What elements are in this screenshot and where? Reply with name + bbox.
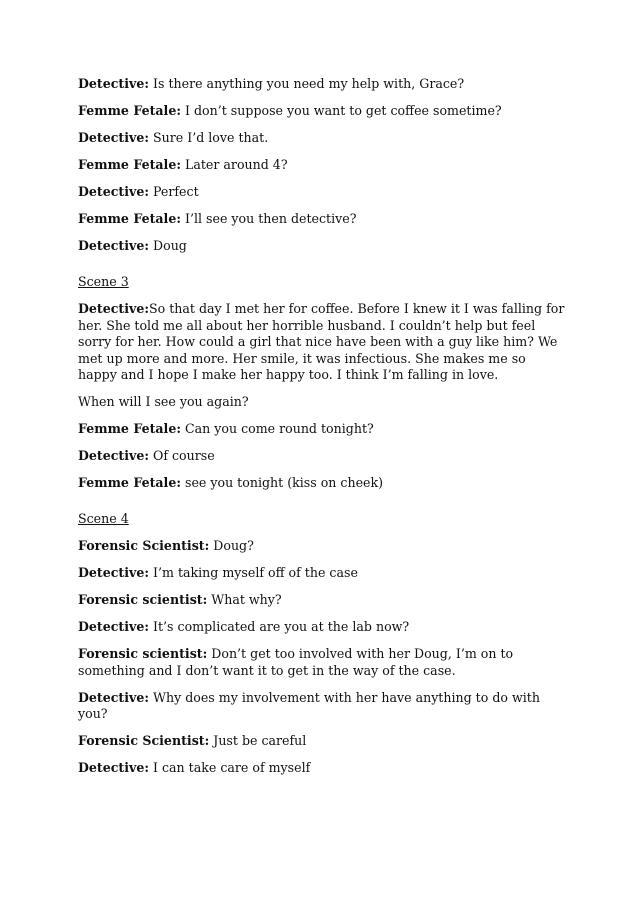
dialogue-line <box>78 565 568 581</box>
speaker-name: Detective: <box>78 619 150 635</box>
dialogue-line <box>78 421 568 437</box>
dialogue-text: I’ll see you then detective? <box>181 211 357 226</box>
dialogue-text: Perfect <box>149 184 199 199</box>
dialogue-line <box>78 733 568 749</box>
speaker-name: Detective: <box>78 130 150 145</box>
document-page <box>78 76 568 787</box>
dialogue-line <box>78 157 568 173</box>
dialogue-text: Later around 4? <box>181 157 288 172</box>
speaker-name: Femme Fetale: <box>78 103 181 118</box>
speaker-name: Forensic scientist: <box>78 646 208 662</box>
dialogue-line <box>78 184 568 200</box>
speaker-name: Forensic Scientist: <box>78 538 210 554</box>
dialogue-text: Doug <box>149 238 187 253</box>
dialogue-line <box>78 448 568 464</box>
speaker-name: Femme Fetale: <box>78 157 181 172</box>
dialogue-text: So that day I met her for coffee. Before I knew it I was falling for her. She told me all about her horrible husband. I couldn’t help but feel sorry for her. How could a girl that nice have been with a guy like him? We met up more and more. Her smile, it was infectious. She makes me so happy and I hope I make her happy too. I think I’m falling in love. <box>78 301 565 383</box>
dialogue-line <box>78 130 568 146</box>
dialogue-text: I don’t suppose you want to get coffee sometime? <box>181 103 502 118</box>
dialogue-text: Sure I’d love that. <box>149 130 269 145</box>
dialogue-text: It’s complicated are you at the lab now? <box>149 619 410 635</box>
dialogue-text: see you tonight (kiss on cheek) <box>181 475 384 491</box>
dialogue-line <box>78 475 568 491</box>
speaker-name: Forensic scientist: <box>78 592 208 608</box>
dialogue-text: Doug? <box>209 538 254 554</box>
dialogue-line <box>78 760 568 776</box>
scene-4-heading: Scene 4 <box>78 511 129 527</box>
speaker-name: Femme Fetale: <box>78 421 181 437</box>
dialogue-line <box>78 619 568 635</box>
dialogue-line <box>78 103 568 119</box>
dialogue-line <box>78 538 568 554</box>
dialogue-line <box>78 211 568 227</box>
speaker-name: Detective: <box>78 301 150 317</box>
monologue <box>78 301 568 383</box>
speaker-name: Detective: <box>78 760 150 776</box>
speaker-name: Detective: <box>78 448 150 464</box>
dialogue-text: What why? <box>207 592 282 608</box>
speaker-name: Forensic Scientist: <box>78 733 210 749</box>
dialogue-text: Is there anything you need my help with, Grace? <box>149 76 465 91</box>
speaker-name: Femme Fetale: <box>78 475 181 491</box>
dialogue-line <box>78 592 568 608</box>
plain-line: When will I see you again? <box>78 394 249 410</box>
speaker-name: Detective: <box>78 76 150 91</box>
dialogue-line <box>78 238 568 254</box>
dialogue-text: I can take care of myself <box>149 760 311 776</box>
speaker-name: Detective: <box>78 565 150 581</box>
speaker-name: Detective: <box>78 689 150 705</box>
dialogue-text: I’m taking myself off of the case <box>149 565 358 581</box>
dialogue-text: Can you come round tonight? <box>181 421 374 437</box>
scene-3-heading: Scene 3 <box>78 274 129 290</box>
dialogue-text: Just be careful <box>209 733 307 749</box>
speaker-name: Detective: <box>78 238 150 253</box>
dialogue-text: Of course <box>149 448 215 464</box>
speaker-name: Detective: <box>78 184 150 199</box>
dialogue-line <box>78 646 568 679</box>
speaker-name: Femme Fetale: <box>78 211 181 226</box>
dialogue-text: Why does my involvement with her have anything to do with you? <box>78 689 540 722</box>
dialogue-line <box>78 76 568 92</box>
dialogue-text: Don’t get too involved with her Doug, I’m on to something and I don’t want it to get in the way of the case. <box>78 646 514 678</box>
dialogue-line <box>78 690 568 723</box>
